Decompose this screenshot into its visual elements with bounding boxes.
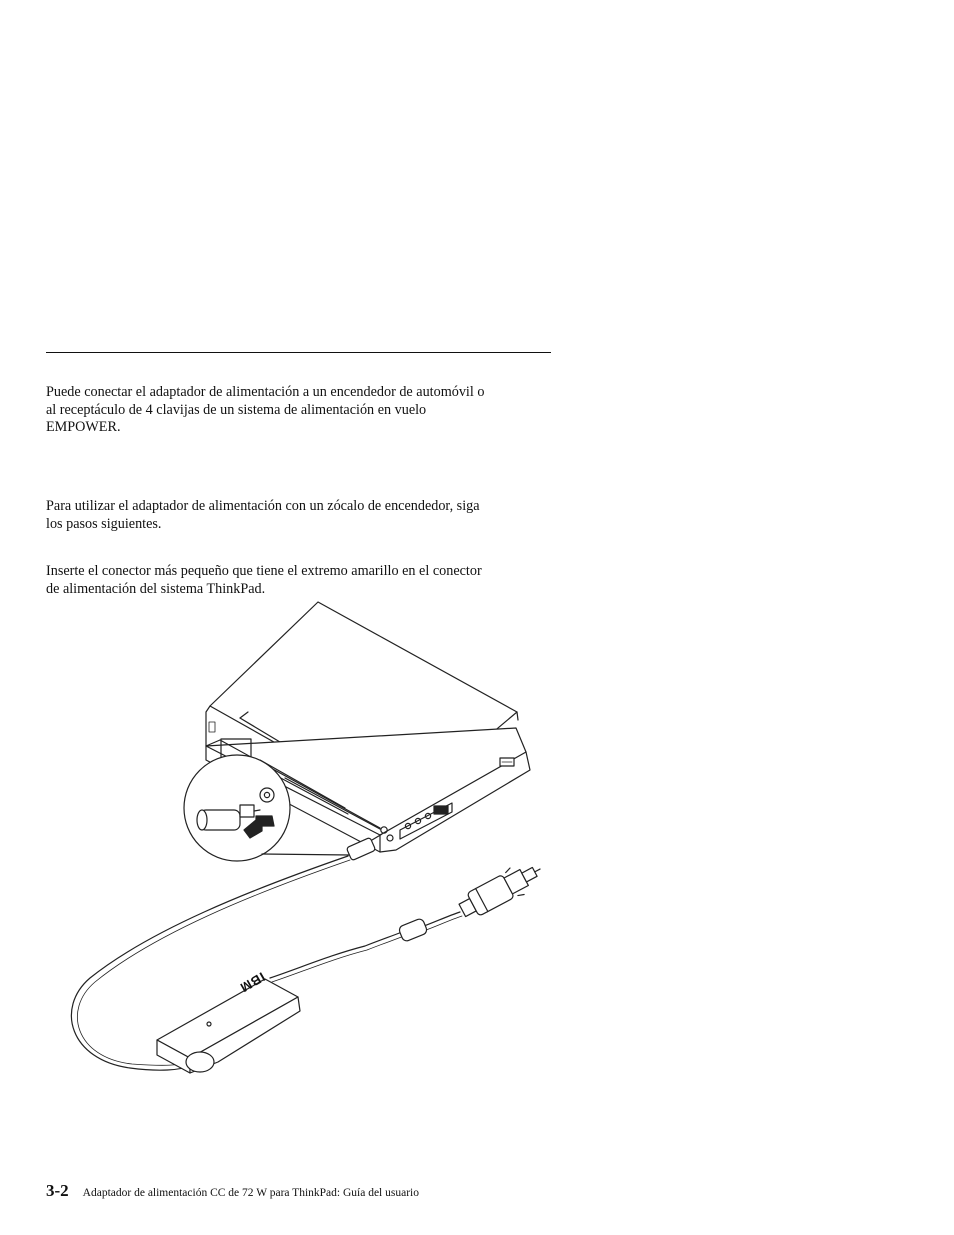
section-rule	[46, 352, 551, 353]
laptop-plug	[346, 834, 382, 861]
text-line: de alimentación del sistema ThinkPad.	[46, 580, 266, 597]
ibm-logo: IBM	[237, 969, 268, 996]
text-line: Para utilizar el adaptador de alimentación con un zócalo de encendedor, siga	[46, 498, 480, 514]
text-line: Puede conectar el adaptador de alimentación a un encendedor de automóvil o	[46, 384, 485, 400]
intro-paragraph	[46, 384, 551, 437]
power-adapter	[157, 979, 300, 1073]
text-line: EMPOWER.	[46, 419, 121, 435]
page-number: 3-2	[46, 1181, 69, 1200]
text-line: los pasos siguientes.	[46, 515, 162, 532]
input-cable	[270, 932, 402, 978]
step-paragraph	[46, 563, 551, 598]
lighter-plug	[455, 856, 547, 924]
steps-intro-paragraph	[46, 498, 551, 533]
page-footer	[46, 1181, 419, 1201]
text-line: Inserte el conector más pequeño que tiene el extremo amarillo en el conector	[46, 563, 482, 579]
text-line: al receptáculo de 4 clavijas de un sistema de alimentación en vuelo	[46, 401, 427, 418]
ferrite-bead	[398, 918, 428, 943]
document-title: Adaptador de alimentación CC de 72 W para ThinkPad: Guía del usuario	[82, 1187, 419, 1199]
connection-illustration	[60, 598, 560, 1078]
